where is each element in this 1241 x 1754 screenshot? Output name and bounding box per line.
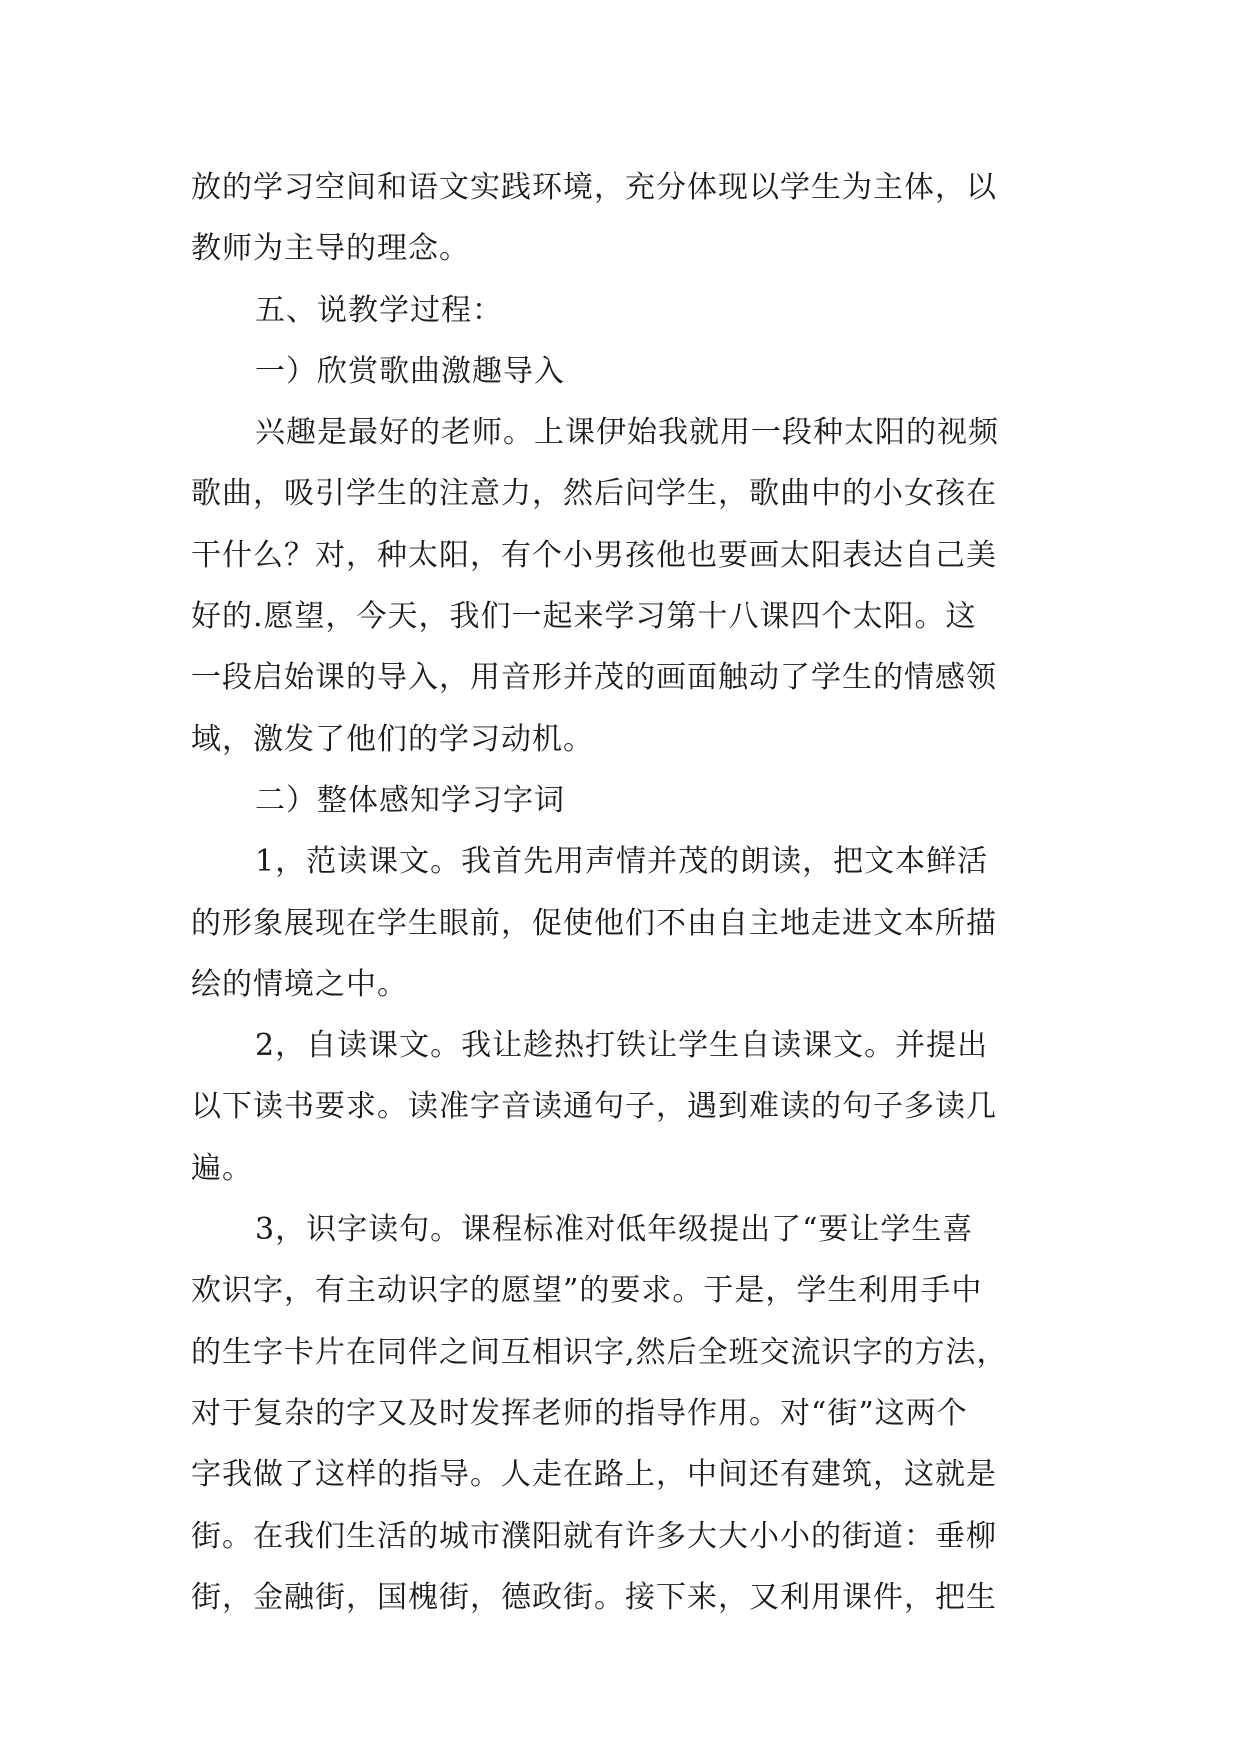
text-line-9: 一段启始课的导入，用音形并茂的画面触动了学生的情感领 <box>191 660 997 696</box>
text-line-1: 放的学习空间和语文实践环境，充分体现以学生为主体，以 <box>191 170 997 205</box>
text-line-2: 教师为主导的理念。 <box>191 231 470 267</box>
text-line-19: 欢识字，有主动识字的愿望”的要求。于是，学生利用手中 <box>191 1273 983 1309</box>
text-line-5: 兴趣是最好的老师。上课伊始我就用一段种太阳的视频 <box>255 415 999 451</box>
text-line-7: 干什么？对，种太阳，有个小男孩他也要画太阳表达自己美 <box>191 537 997 573</box>
document-body <box>191 164 1051 1635</box>
text-line-17: 遍。 <box>191 1150 253 1186</box>
text-line-8: 好的.愿望，今天，我们一起来学习第十八课四个太阳。这 <box>191 599 977 635</box>
text-line-13: 的形象展现在学生眼前，促使他们不由自主地走进文本所描 <box>191 905 997 941</box>
text-line-12: 1，范读课文。我首先用声情并茂的朗读，把文本鲜活 <box>255 844 989 880</box>
text-line-10: 域，激发了他们的学习动机。 <box>191 721 594 757</box>
text-line-23: 街。在我们生活的城市濮阳就有许多大大小小的街道：垂柳 <box>191 1518 997 1554</box>
text-line-22: 字我做了这样的指导。人走在路上，中间还有建筑，这就是 <box>191 1457 997 1493</box>
text-line-20: 的生字卡片在同伴之间互相识字,然后全班交流识字的方法， <box>191 1334 1008 1370</box>
section-heading-teaching-process: 五、说教学过程： <box>255 292 503 328</box>
text-line-24: 街，金融街，国槐街，德政街。接下来，又利用课件，把生 <box>191 1579 997 1615</box>
subsection-heading-2: 二）整体感知学习字词 <box>255 782 565 818</box>
text-line-18: 3，识字读句。课程标准对低年级提出了“要让学生喜 <box>255 1212 974 1248</box>
subsection-heading-1: 一）欣赏歌曲激趣导入 <box>255 353 565 389</box>
text-line-16: 以下读书要求。读准字音读通句子，遇到难读的句子多读几 <box>191 1089 997 1125</box>
text-line-14: 绘的情境之中。 <box>191 966 408 1002</box>
text-line-21: 对于复杂的字又及时发挥老师的指导作用。对“街”这两个 <box>191 1395 968 1431</box>
text-line-6: 歌曲，吸引学生的注意力，然后问学生，歌曲中的小女孩在 <box>191 476 997 512</box>
text-line-15: 2，自读课文。我让趁热打铁让学生自读课文。并提出 <box>255 1028 989 1064</box>
